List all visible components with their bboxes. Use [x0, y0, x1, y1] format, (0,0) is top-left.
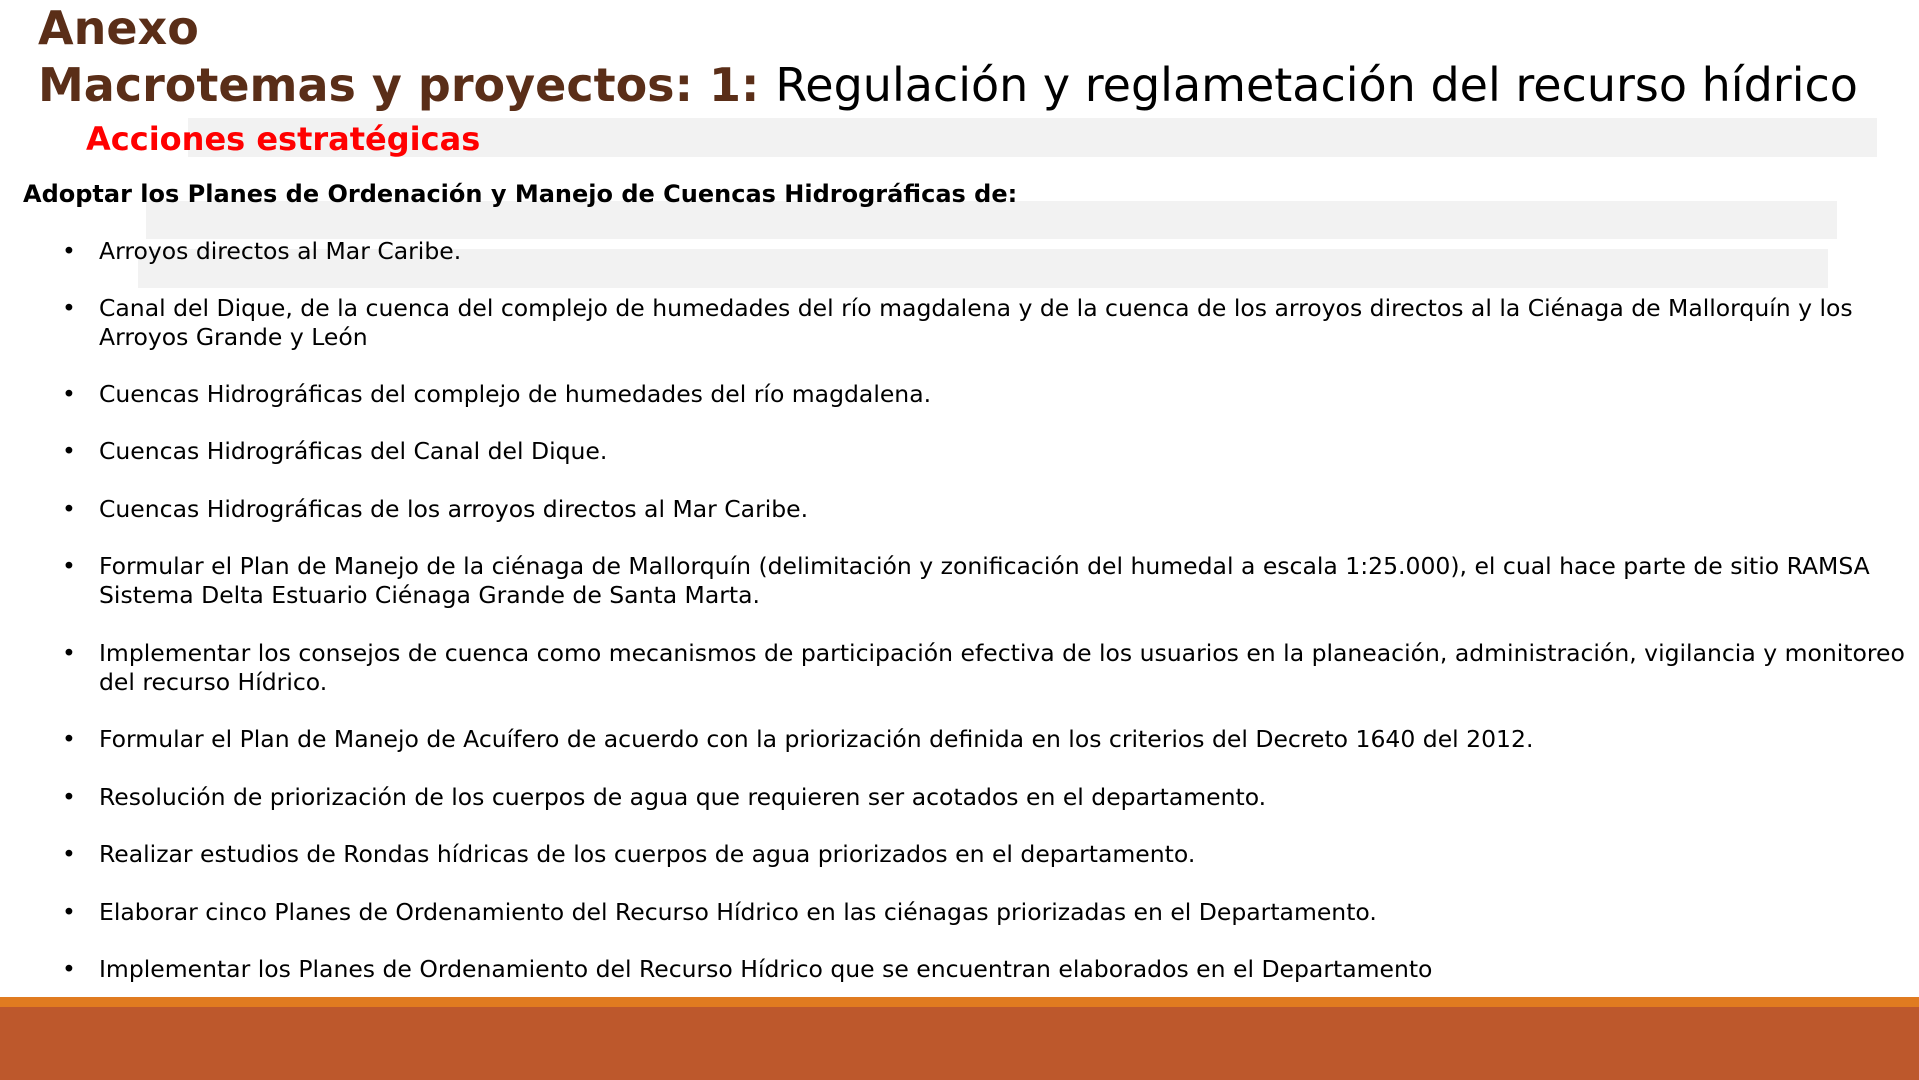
bullet-dot: • [62, 437, 76, 465]
list-item-text: Canal del Dique, de la cuenca del complejo de humedades del río magdalena y de la cuenca de los arroyos directos al la Ciénaga de Mallorquín y los Arroyos Grande y León [99, 294, 1853, 351]
list-item-text: Realizar estudios de Rondas hídricas de los cuerpos de agua priorizados en el departamento. [99, 840, 1196, 868]
list-item-text: Cuencas Hidrográficas del Canal del Dique. [99, 437, 608, 465]
bullet-dot: • [62, 639, 76, 667]
bullet-dot: • [62, 237, 76, 265]
bullet-dot: • [62, 294, 76, 322]
bullet-dot: • [62, 898, 76, 926]
section-heading: Acciones estratégicas [86, 120, 481, 158]
footer-accent-bar [0, 997, 1919, 1007]
list-item-text: Implementar los consejos de cuenca como mecanismos de participación efectiva de los usuarios en la planeación, administración, vigilancia y monitoreo del recurso Hídrico. [99, 639, 1905, 696]
intro-text: Adoptar los Planes de Ordenación y Manejo de Cuencas Hidrográficas de: [23, 180, 1018, 208]
title-topic: Regulación y reglametación del recurso hídrico [775, 58, 1858, 112]
bullet-dot: • [62, 955, 76, 983]
bullet-dot: • [62, 380, 76, 408]
list-item-text: Formular el Plan de Manejo de Acuífero de acuerdo con la priorización definida en los criterios del Decreto 1640 del 2012. [99, 725, 1534, 753]
list-item-text: Implementar los Planes de Ordenamiento del Recurso Hídrico que se encuentran elaborados en el Departamento [99, 955, 1433, 983]
list-item-text: Elaborar cinco Planes de Ordenamiento del Recurso Hídrico en las ciénagas priorizadas en el Departamento. [99, 898, 1377, 926]
list-item-text: Cuencas Hidrográficas del complejo de humedades del río magdalena. [99, 380, 932, 408]
list-item-text: Resolución de priorización de los cuerpos de agua que requieren ser acotados en el departamento. [99, 783, 1267, 811]
footer-bar [0, 1007, 1919, 1080]
bullet-dot: • [62, 495, 76, 523]
title-prefix: Macrotemas y proyectos: 1: [38, 58, 776, 112]
bullet-dot: • [62, 840, 76, 868]
bullet-dot: • [62, 552, 76, 580]
title-annex: Anexo [38, 1, 199, 55]
bullet-dot: • [62, 783, 76, 811]
list-item-text: Arroyos directos al Mar Caribe. [99, 237, 462, 265]
slide-title [38, 0, 1888, 114]
list-item-text: Cuencas Hidrográficas de los arroyos directos al Mar Caribe. [99, 495, 809, 523]
list-item-text: Formular el Plan de Manejo de la ciénaga de Mallorquín (delimitación y zonificación del humedal a escala 1:25.000), el cual hace parte de sitio RAMSA Sistema Delta Estuario Ciénaga Grande de Santa Marta. [99, 552, 1870, 609]
bullet-dot: • [62, 725, 76, 753]
